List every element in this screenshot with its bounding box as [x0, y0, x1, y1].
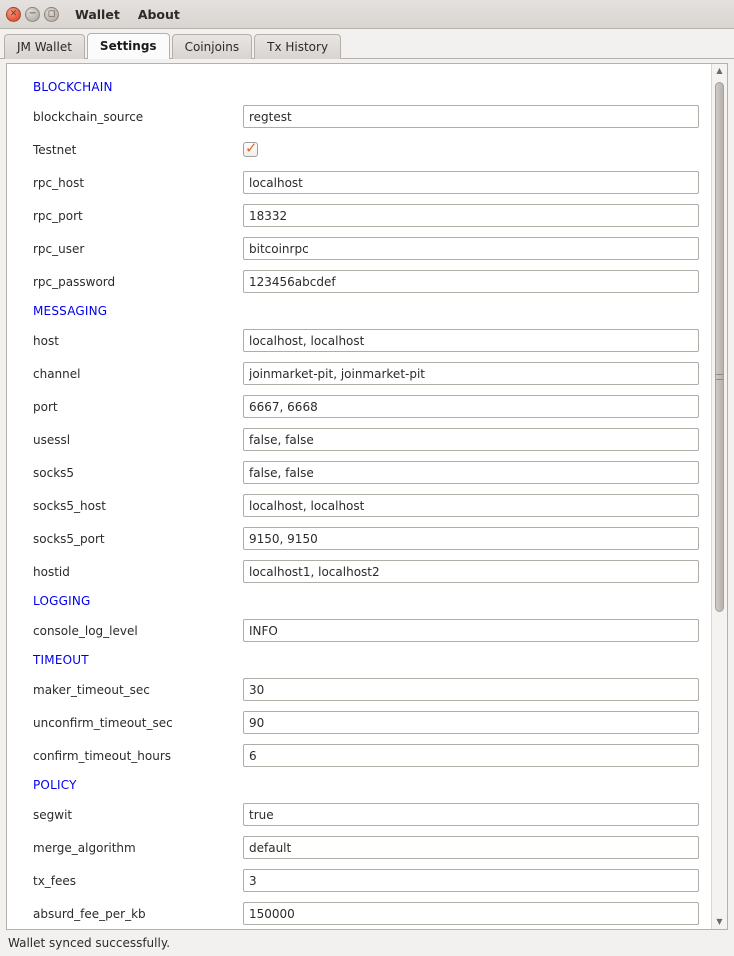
setting-label: absurd_fee_per_kb: [33, 906, 146, 921]
setting-label: rpc_port: [33, 208, 83, 223]
setting-label: socks5_host: [33, 498, 106, 513]
close-icon[interactable]: ✕: [6, 7, 21, 22]
setting-label: rpc_host: [33, 175, 85, 190]
tab-tx-history[interactable]: Tx History: [254, 34, 341, 59]
setting-field: [243, 803, 699, 826]
unconfirm-timeout-sec-input[interactable]: [243, 711, 699, 734]
segwit-input[interactable]: [243, 803, 699, 826]
setting-row-confirm-timeout-hours: [25, 739, 703, 772]
setting-row-tx-fees: [25, 864, 703, 897]
section-heading-logging: LOGGING: [33, 594, 91, 608]
setting-field: [243, 711, 699, 734]
console-log-level-input[interactable]: [243, 619, 699, 642]
setting-row-port: [25, 390, 703, 423]
rpc-host-input[interactable]: [243, 171, 699, 194]
setting-row-socks5: [25, 456, 703, 489]
merge-algorithm-input[interactable]: [243, 836, 699, 859]
maximize-icon[interactable]: ◻: [44, 7, 59, 22]
setting-row-segwit: [25, 798, 703, 831]
setting-label: host: [33, 333, 59, 348]
rpc-password-input[interactable]: [243, 270, 699, 293]
setting-field: [243, 171, 699, 194]
setting-field: [243, 139, 699, 157]
setting-label: port: [33, 399, 58, 414]
settings-panel: [6, 63, 728, 930]
setting-field: [243, 744, 699, 767]
scrollbar-grip: [716, 374, 723, 380]
port-input[interactable]: [243, 395, 699, 418]
section-heading-timeout: TIMEOUT: [33, 653, 89, 667]
setting-field: [243, 869, 699, 892]
socks5-port-input[interactable]: [243, 527, 699, 550]
usessl-input[interactable]: [243, 428, 699, 451]
setting-row-socks5-host: [25, 489, 703, 522]
setting-label: rpc_user: [33, 241, 85, 256]
scrollbar-thumb[interactable]: [715, 82, 724, 612]
chevron-up-icon[interactable]: ▲: [716, 66, 723, 75]
setting-label: confirm_timeout_hours: [33, 748, 172, 763]
setting-field: [243, 329, 699, 352]
setting-label: socks5_port: [33, 531, 105, 546]
setting-field: [243, 494, 699, 517]
setting-field: [243, 560, 699, 583]
host-input[interactable]: [243, 329, 699, 352]
setting-field: [243, 395, 699, 418]
menu-bar: [73, 5, 182, 24]
setting-label: unconfirm_timeout_sec: [33, 715, 173, 730]
setting-row-rpc-password: [25, 265, 703, 298]
setting-row-unconfirm-timeout-sec: [25, 706, 703, 739]
setting-row-blockchain-source: [25, 100, 703, 133]
tx-fees-input[interactable]: [243, 869, 699, 892]
setting-label: socks5: [33, 465, 75, 480]
setting-label: maker_timeout_sec: [33, 682, 150, 697]
chevron-down-icon[interactable]: ▼: [716, 917, 723, 926]
window-controls: [6, 7, 59, 22]
setting-field: [243, 105, 699, 128]
check-icon: ✓: [245, 139, 258, 157]
setting-row-testnet: [25, 133, 703, 166]
setting-row-maker-timeout-sec: [25, 673, 703, 706]
settings-content: [0, 59, 734, 930]
setting-label: console_log_level: [33, 623, 138, 638]
minimize-icon[interactable]: ─: [25, 7, 40, 22]
setting-row-rpc-host: [25, 166, 703, 199]
tab-coinjoins[interactable]: Coinjoins: [172, 34, 253, 59]
status-message: Wallet synced successfully.: [8, 936, 171, 950]
setting-field: [243, 619, 699, 642]
setting-row-socks5-port: [25, 522, 703, 555]
setting-field: [243, 270, 699, 293]
status-bar: [0, 930, 734, 956]
settings-list: [7, 64, 711, 929]
tab-settings[interactable]: Settings: [87, 33, 170, 59]
rpc-port-input[interactable]: [243, 204, 699, 227]
maker-timeout-sec-input[interactable]: [243, 678, 699, 701]
setting-label: segwit: [33, 807, 73, 822]
setting-label: rpc_password: [33, 274, 116, 289]
setting-row-rpc-port: [25, 199, 703, 232]
tab-bar: [0, 29, 734, 59]
setting-row-absurd-fee-per-kb: [25, 897, 703, 929]
title-bar: [0, 0, 734, 29]
setting-row-channel: [25, 357, 703, 390]
setting-row-rpc-user: [25, 232, 703, 265]
menu-item-about[interactable]: About: [137, 6, 180, 22]
setting-label: usessl: [33, 432, 71, 447]
setting-field: [243, 527, 699, 550]
setting-row-merge-algorithm: [25, 831, 703, 864]
setting-row-console-log-level: [25, 614, 703, 647]
setting-label: blockchain_source: [33, 109, 144, 124]
absurd-fee-per-kb-input[interactable]: [243, 902, 699, 925]
rpc-user-input[interactable]: [243, 237, 699, 260]
setting-field: [243, 428, 699, 451]
socks5-host-input[interactable]: [243, 494, 699, 517]
vertical-scrollbar[interactable]: [711, 64, 727, 929]
tab-jm-wallet[interactable]: JM Wallet: [4, 34, 85, 59]
menu-item-wallet[interactable]: Wallet: [75, 6, 120, 22]
setting-field: [243, 362, 699, 385]
setting-field: [243, 678, 699, 701]
section-heading-blockchain: BLOCKCHAIN: [33, 80, 113, 94]
setting-label: channel: [33, 366, 81, 381]
setting-field: [243, 237, 699, 260]
setting-label: Testnet: [33, 142, 77, 157]
socks5-input[interactable]: [243, 461, 699, 484]
setting-label: merge_algorithm: [33, 840, 136, 855]
setting-row-hostid: [25, 555, 703, 588]
setting-label: tx_fees: [33, 873, 77, 888]
section-heading-policy: POLICY: [33, 778, 77, 792]
section-heading-messaging: MESSAGING: [33, 304, 108, 318]
blockchain-source-input[interactable]: [243, 105, 699, 128]
setting-field: [243, 461, 699, 484]
hostid-input[interactable]: [243, 560, 699, 583]
setting-row-usessl: [25, 423, 703, 456]
confirm-timeout-hours-input[interactable]: [243, 744, 699, 767]
channel-input[interactable]: [243, 362, 699, 385]
setting-label: hostid: [33, 564, 70, 579]
setting-row-host: [25, 324, 703, 357]
setting-field: [243, 836, 699, 859]
testnet-checkbox[interactable]: [243, 139, 258, 157]
setting-field: [243, 902, 699, 925]
setting-field: [243, 204, 699, 227]
